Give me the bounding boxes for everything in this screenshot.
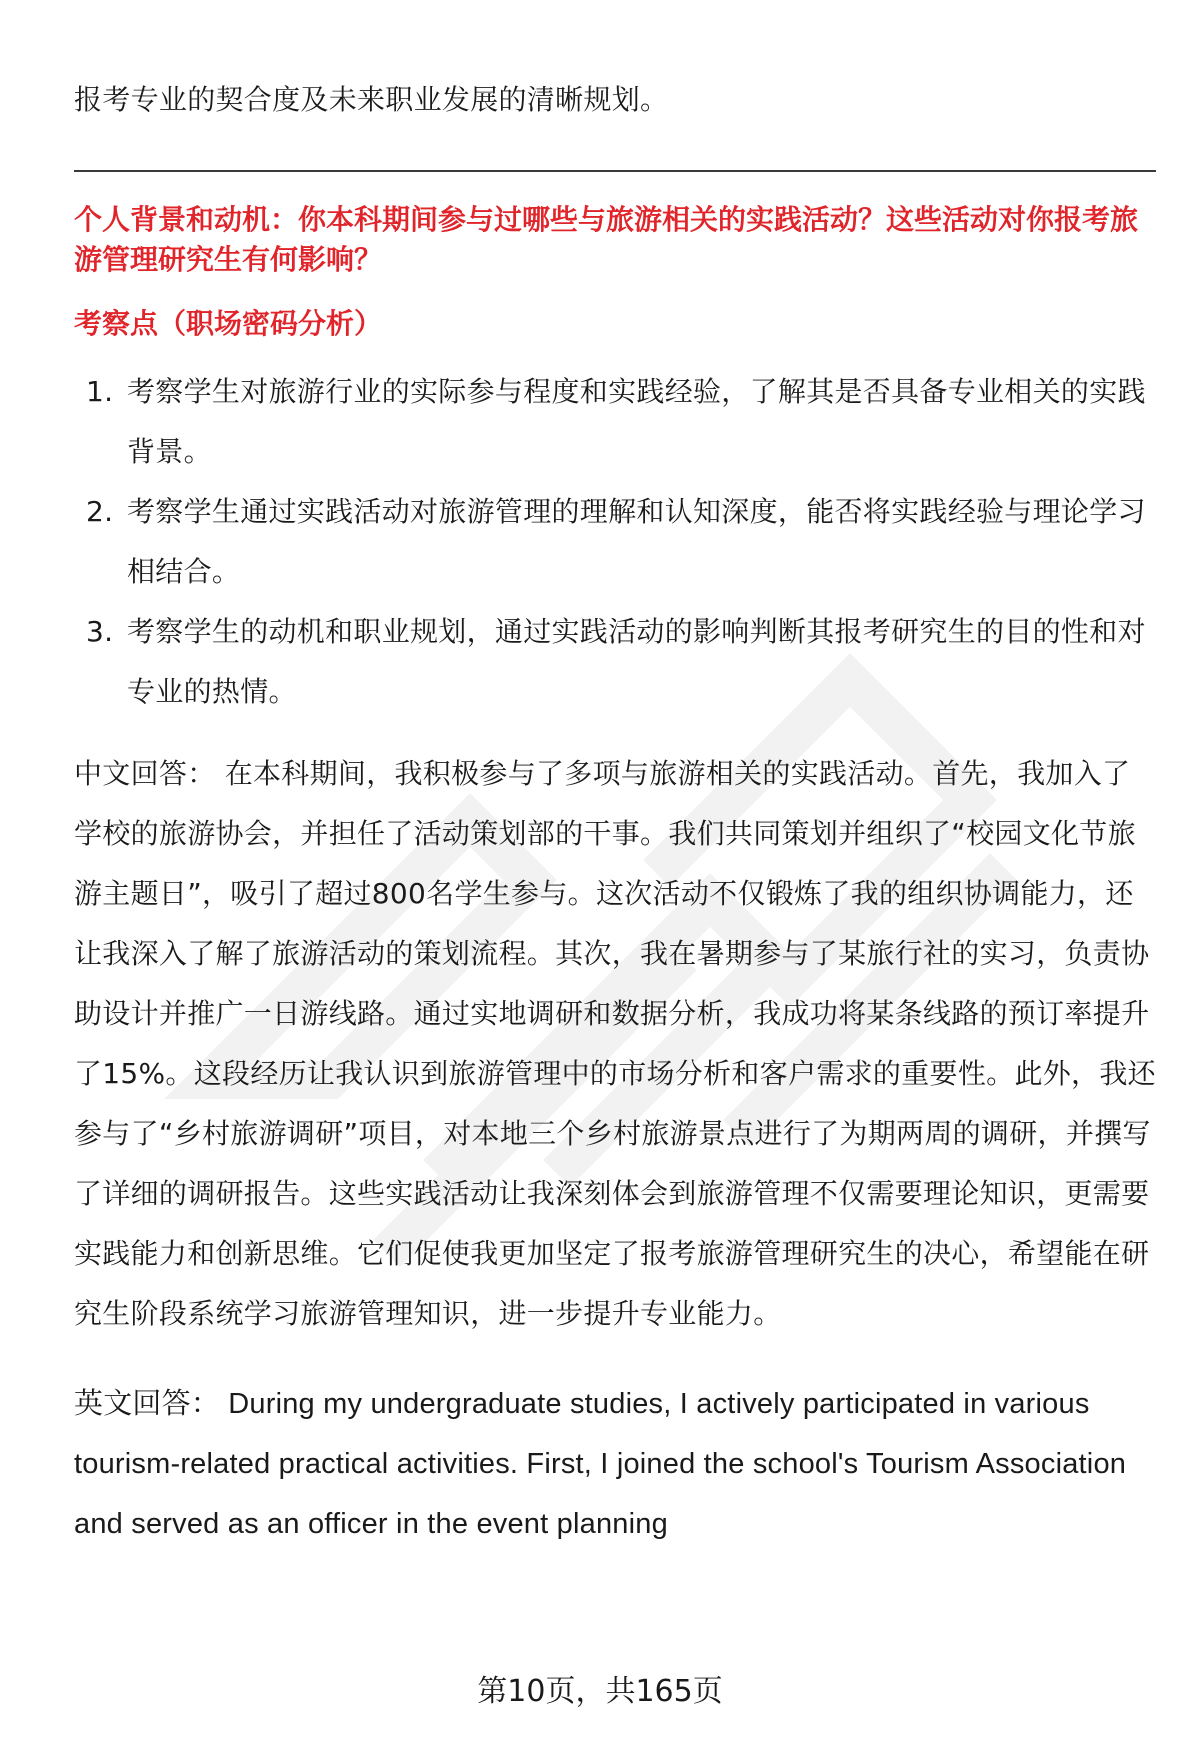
page-number: 第10页，共165页	[477, 1674, 723, 1709]
list-item	[74, 482, 1156, 602]
list-item-text: 考察学生的动机和职业规划，通过实践活动的影响判断其报考研究生的目的性和对专业的热情。	[127, 615, 1146, 708]
list-item-text: 考察学生对旅游行业的实际参与程度和实践经验，了解其是否具备专业相关的实践背景。	[127, 375, 1146, 468]
intro-tail-text: 报考专业的契合度及未来职业发展的清晰规划。	[74, 83, 669, 116]
points-list	[74, 362, 1156, 722]
chinese-answer: 中文回答： 在本科期间，我积极参与了多项与旅游相关的实践活动。首先，我加入了学校的旅游协会，并担任了活动策划部的干事。我们共同策划并组织了“校园文化节旅游主题日”，吸引了超过800名学生参与。这次活动不仅锻炼了我的组织协调能力，还让我深入了解了旅游活动的策划流程。其次，我在暑期参与了某旅行社的实习，负责协助设计并推广一日游线路。通过实地调研和数据分析，我成功将某条线路的预订率提升了15%。这段经历让我认识到旅游管理中的市场分析和客户需求的重要性。此外，我还参与了“乡村旅游调研”项目，对本地三个乡村旅游景点进行了为期两周的调研，并撰写了详细的调研报告。这些实践活动让我深刻体会到旅游管理不仅需要理论知识，更需要实践能力和创新思维。它们促使我更加坚定了报考旅游管理研究生的决心，希望能在研究生阶段系统学习旅游管理知识，进一步提升专业能力。	[74, 757, 1156, 1330]
section-divider	[74, 170, 1156, 172]
list-item	[74, 362, 1156, 482]
english-answer: 英文回答： During my undergraduate studies, I actively participated in various tourism-related practical activities. First, I joined the school's Tourism Association and served as an officer in the event planning	[74, 1388, 1127, 1540]
page-content	[74, 70, 1156, 1554]
points-heading: 考察点（职场密码分析）	[74, 307, 383, 340]
list-item-number: 2.	[86, 495, 114, 528]
list-item	[74, 602, 1156, 722]
question-title: 个人背景和动机：你本科期间参与过哪些与旅游相关的实践活动？这些活动对你报考旅游管理研究生有何影响？	[74, 203, 1139, 276]
list-item-text: 考察学生通过实践活动对旅游管理的理解和认知深度，能否将实践经验与理论学习相结合。	[127, 495, 1146, 588]
list-item-number: 3.	[86, 615, 114, 648]
list-item-number: 1.	[86, 375, 114, 408]
